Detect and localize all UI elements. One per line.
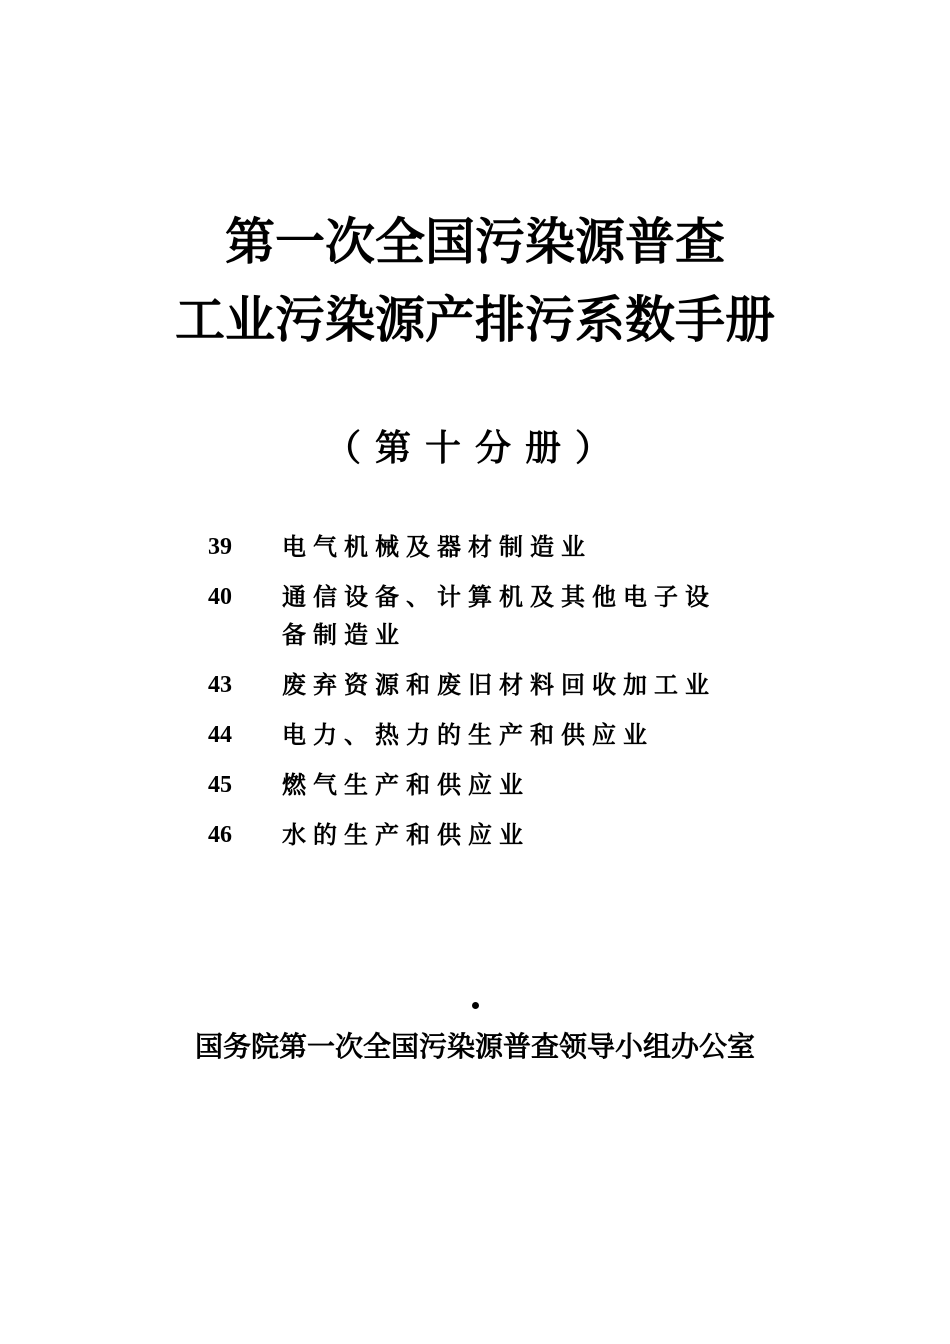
- toc-item-label: 废弃资源和废旧材料回收加工业: [282, 671, 716, 699]
- toc-item-label: 电力、热力的生产和供应业: [282, 721, 654, 749]
- toc-item-label: 电气机械及器材制造业: [282, 533, 592, 561]
- toc-item: [208, 528, 768, 566]
- toc-item-number: 44: [208, 722, 232, 748]
- toc-item: [208, 666, 768, 704]
- toc-item-number: 43: [208, 672, 232, 698]
- toc-item-number: 40: [208, 584, 232, 610]
- title-line-1: 第一次全国污染源普查: [225, 212, 725, 271]
- volume-label: （第十分册）: [324, 428, 625, 469]
- toc-item-number: 39: [208, 534, 232, 560]
- toc-item-label: 水的生产和供应业: [282, 821, 530, 849]
- title-line-2: 工业污染源产排污系数手册: [175, 290, 775, 349]
- toc-item: [208, 578, 768, 654]
- toc-item-number: 46: [208, 822, 232, 848]
- toc-item: [208, 716, 768, 754]
- separator-dot: [472, 1002, 479, 1009]
- table-of-contents: [208, 528, 768, 866]
- toc-item: [208, 816, 768, 854]
- toc-item-label: 通信设备、计算机及其他电子设备制造业: [282, 583, 716, 649]
- toc-item-label: 燃气生产和供应业: [282, 771, 530, 799]
- toc-item: [208, 766, 768, 804]
- toc-item-number: 45: [208, 772, 232, 798]
- publisher-name: 国务院第一次全国污染源普查领导小组办公室: [194, 1030, 755, 1063]
